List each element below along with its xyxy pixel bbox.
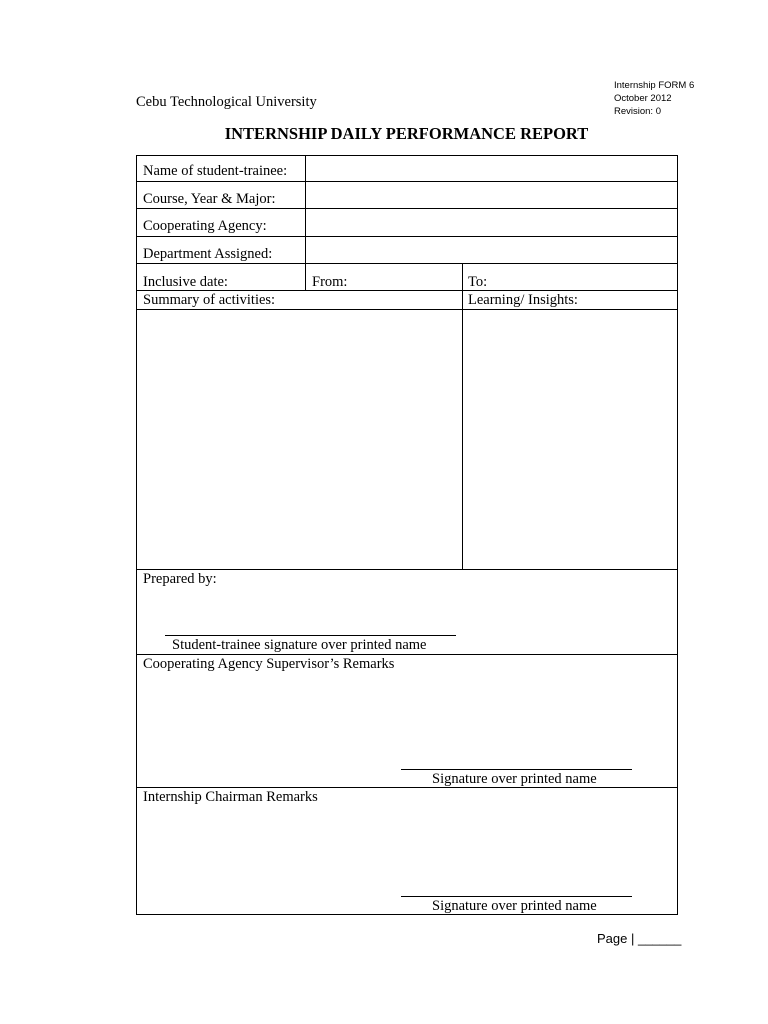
agency-label: Cooperating Agency: [143, 218, 267, 234]
course-label: Course, Year & Major: [143, 191, 276, 207]
form-code-block [614, 79, 744, 118]
report-form [136, 155, 678, 915]
row-divider [137, 654, 677, 655]
chairman-signature-line[interactable] [401, 896, 632, 897]
form-code-revision: Revision: 0 [614, 106, 661, 117]
summary-textarea[interactable] [138, 310, 461, 568]
page-title: INTERNSHIP DAILY PERFORMANCE REPORT [224, 124, 589, 143]
learning-textarea[interactable] [463, 310, 677, 568]
supervisor-remarks-label: Cooperating Agency Supervisor’s Remarks [143, 656, 395, 672]
row-divider [137, 569, 677, 570]
from-label: From: [312, 274, 348, 290]
university-name: Cebu Technological University [136, 94, 317, 110]
name-field[interactable] [306, 156, 677, 181]
student-signature-caption: Student-trainee signature over printed name [172, 637, 427, 653]
department-field[interactable] [306, 237, 677, 263]
row-divider [137, 290, 677, 291]
chairman-remarks-label: Internship Chairman Remarks [143, 789, 318, 805]
page-number-footer: Page | ______ [597, 931, 682, 946]
chairman-signature-caption: Signature over printed name [432, 898, 597, 914]
summary-label: Summary of activities: [143, 292, 276, 308]
name-label: Name of student-trainee: [143, 163, 288, 179]
prepared-by-label: Prepared by: [143, 571, 217, 587]
to-date-field[interactable] [497, 264, 677, 290]
supervisor-signature-line[interactable] [401, 769, 632, 770]
from-date-field[interactable] [357, 264, 461, 290]
department-label: Department Assigned: [143, 246, 273, 262]
supervisor-remarks-field[interactable] [138, 674, 677, 764]
agency-field[interactable] [306, 209, 677, 236]
course-field[interactable] [306, 182, 677, 208]
inclusive-date-label: Inclusive date: [143, 274, 228, 290]
student-signature-line[interactable] [165, 635, 456, 636]
supervisor-signature-caption: Signature over printed name [432, 771, 597, 787]
row-divider [137, 787, 677, 788]
form-code-date: October 2012 [614, 93, 672, 104]
chairman-remarks-field[interactable] [138, 807, 677, 892]
to-label: To: [468, 274, 488, 290]
learning-label: Learning/ Insights: [468, 292, 578, 308]
form-code-number: Internship FORM 6 [614, 80, 695, 91]
